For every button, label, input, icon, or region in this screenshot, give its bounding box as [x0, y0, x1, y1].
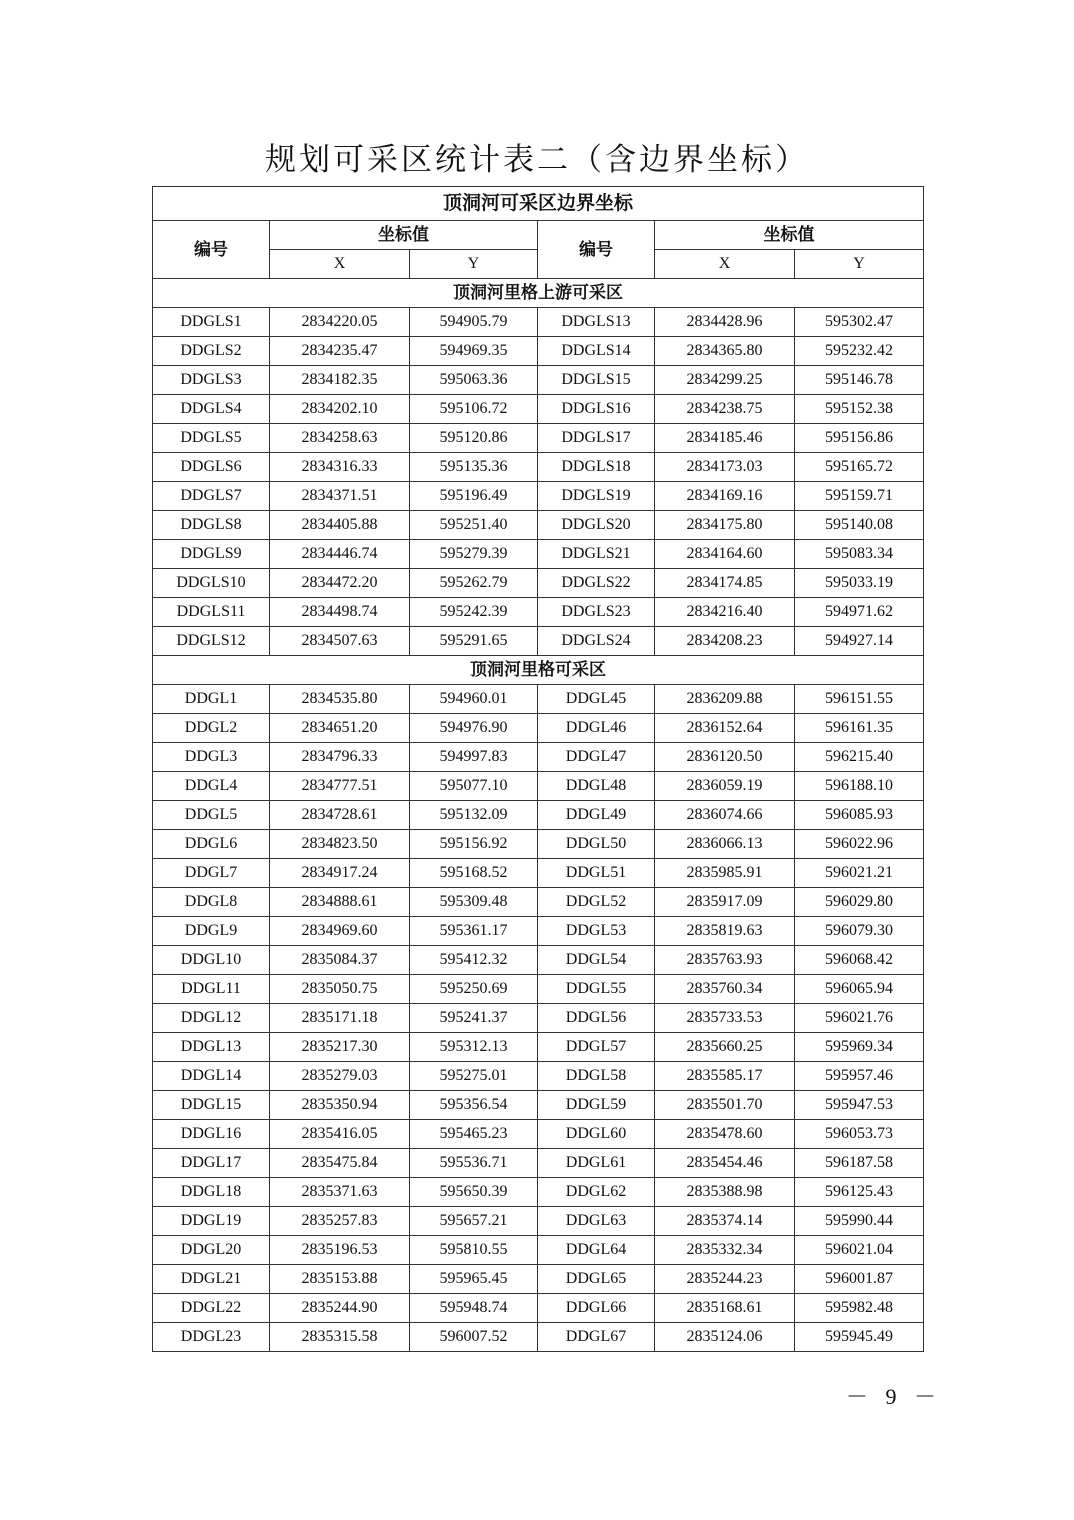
point-id-right: DDGL57: [538, 1033, 655, 1062]
y-value-left: 594976.90: [410, 714, 538, 743]
table-row: [153, 540, 924, 569]
x-value-right: 2836120.50: [655, 743, 795, 772]
point-id-right: DDGL51: [538, 859, 655, 888]
x-value-left: 2835050.75: [270, 975, 410, 1004]
table-row: [153, 511, 924, 540]
x-value-left: 2834405.88: [270, 511, 410, 540]
y-value-right: 594927.14: [795, 627, 924, 656]
table-row: [153, 569, 924, 598]
y-value-right: 596029.80: [795, 888, 924, 917]
document-title: 规划可采区统计表二（含边界坐标）: [265, 142, 809, 178]
point-id-left: DDGLS2: [153, 337, 270, 366]
x-value-right: 2835917.09: [655, 888, 795, 917]
table-row: [153, 627, 924, 656]
point-id-left: DDGL3: [153, 743, 270, 772]
x-value-left: 2834777.51: [270, 772, 410, 801]
y-value-left: 595063.36: [410, 366, 538, 395]
x-value-right: 2835124.06: [655, 1323, 795, 1352]
x-value-left: 2834371.51: [270, 482, 410, 511]
x-value-right: 2835763.93: [655, 946, 795, 975]
point-id-left: DDGLS7: [153, 482, 270, 511]
y-value-left: 595361.17: [410, 917, 538, 946]
x-value-left: 2835350.94: [270, 1091, 410, 1120]
y-value-left: 595465.23: [410, 1120, 538, 1149]
table-caption: 顶洞河可采区边界坐标: [153, 187, 924, 221]
y-value-left: 595965.45: [410, 1265, 538, 1294]
x-value-right: 2835332.34: [655, 1236, 795, 1265]
point-id-right: DDGL50: [538, 830, 655, 859]
x-value-right: 2834365.80: [655, 337, 795, 366]
point-id-left: DDGLS5: [153, 424, 270, 453]
section-header-row: [153, 656, 924, 685]
y-value-left: 594960.01: [410, 685, 538, 714]
point-id-left: DDGL11: [153, 975, 270, 1004]
point-id-left: DDGL22: [153, 1294, 270, 1323]
table-row: [153, 482, 924, 511]
point-id-right: DDGL49: [538, 801, 655, 830]
y-value-right: 596021.04: [795, 1236, 924, 1265]
point-id-left: DDGL9: [153, 917, 270, 946]
table-row: [153, 714, 924, 743]
point-id-left: DDGLS6: [153, 453, 270, 482]
y-value-left: 595262.79: [410, 569, 538, 598]
x-value-right: 2836209.88: [655, 685, 795, 714]
point-id-left: DDGLS12: [153, 627, 270, 656]
x-value-left: 2834316.33: [270, 453, 410, 482]
x-value-left: 2835244.90: [270, 1294, 410, 1323]
y-value-right: 594971.62: [795, 598, 924, 627]
point-id-left: DDGLS8: [153, 511, 270, 540]
x-value-left: 2834258.63: [270, 424, 410, 453]
x-value-left: 2835257.83: [270, 1207, 410, 1236]
y-value-left: 594997.83: [410, 743, 538, 772]
x-value-left: 2835153.88: [270, 1265, 410, 1294]
y-value-left: 595251.40: [410, 511, 538, 540]
y-value-right: 595957.46: [795, 1062, 924, 1091]
x-value-left: 2834651.20: [270, 714, 410, 743]
x-value-left: 2835084.37: [270, 946, 410, 975]
y-value-right: 595969.34: [795, 1033, 924, 1062]
column-header-id-left: 编号: [153, 221, 270, 279]
point-id-left: DDGL7: [153, 859, 270, 888]
point-id-right: DDGLS14: [538, 337, 655, 366]
table-row: [153, 1091, 924, 1120]
column-header-coord-left: 坐标值: [270, 221, 538, 250]
table-row: [153, 917, 924, 946]
point-id-right: DDGLS21: [538, 540, 655, 569]
x-value-left: 2834728.61: [270, 801, 410, 830]
point-id-right: DDGL58: [538, 1062, 655, 1091]
y-value-left: 595132.09: [410, 801, 538, 830]
point-id-right: DDGLS13: [538, 308, 655, 337]
point-id-left: DDGL16: [153, 1120, 270, 1149]
y-value-right: 595083.34: [795, 540, 924, 569]
point-id-right: DDGL55: [538, 975, 655, 1004]
y-value-right: 596215.40: [795, 743, 924, 772]
point-id-left: DDGL8: [153, 888, 270, 917]
point-id-left: DDGLS9: [153, 540, 270, 569]
table-row: [153, 888, 924, 917]
y-value-left: 595312.13: [410, 1033, 538, 1062]
x-value-right: 2834174.85: [655, 569, 795, 598]
point-id-right: DDGL45: [538, 685, 655, 714]
table-row: [153, 859, 924, 888]
x-value-right: 2834173.03: [655, 453, 795, 482]
x-value-right: 2834299.25: [655, 366, 795, 395]
x-value-left: 2834446.74: [270, 540, 410, 569]
y-value-right: 595990.44: [795, 1207, 924, 1236]
table-row: [153, 685, 924, 714]
x-value-left: 2834235.47: [270, 337, 410, 366]
y-value-right: 596085.93: [795, 801, 924, 830]
y-value-right: 596187.58: [795, 1149, 924, 1178]
y-value-right: 595159.71: [795, 482, 924, 511]
point-id-left: DDGL5: [153, 801, 270, 830]
point-id-left: DDGL20: [153, 1236, 270, 1265]
x-value-left: 2834823.50: [270, 830, 410, 859]
point-id-right: DDGL48: [538, 772, 655, 801]
point-id-right: DDGL61: [538, 1149, 655, 1178]
point-id-left: DDGLS10: [153, 569, 270, 598]
point-id-right: DDGL60: [538, 1120, 655, 1149]
y-value-right: 596151.55: [795, 685, 924, 714]
point-id-left: DDGL23: [153, 1323, 270, 1352]
y-value-left: 595156.92: [410, 830, 538, 859]
y-value-right: 595302.47: [795, 308, 924, 337]
x-value-left: 2834498.74: [270, 598, 410, 627]
table-header: [153, 187, 924, 279]
y-value-left: 595275.01: [410, 1062, 538, 1091]
y-value-left: 595196.49: [410, 482, 538, 511]
point-id-right: DDGLS20: [538, 511, 655, 540]
x-value-right: 2834175.80: [655, 511, 795, 540]
y-value-left: 595309.48: [410, 888, 538, 917]
y-value-right: 596001.87: [795, 1265, 924, 1294]
y-value-right: 596022.96: [795, 830, 924, 859]
point-id-left: DDGLS1: [153, 308, 270, 337]
x-value-right: 2836059.19: [655, 772, 795, 801]
table-row: [153, 801, 924, 830]
point-id-left: DDGLS4: [153, 395, 270, 424]
table-row: [153, 453, 924, 482]
y-value-right: 595947.53: [795, 1091, 924, 1120]
point-id-left: DDGL1: [153, 685, 270, 714]
point-id-left: DDGL6: [153, 830, 270, 859]
point-id-right: DDGLS19: [538, 482, 655, 511]
point-id-right: DDGL65: [538, 1265, 655, 1294]
y-value-left: 595250.69: [410, 975, 538, 1004]
x-value-left: 2834888.61: [270, 888, 410, 917]
y-value-right: 595165.72: [795, 453, 924, 482]
point-id-right: DDGL63: [538, 1207, 655, 1236]
point-id-right: DDGL66: [538, 1294, 655, 1323]
table-row: [153, 424, 924, 453]
table-row: [153, 598, 924, 627]
point-id-left: DDGL18: [153, 1178, 270, 1207]
x-value-right: 2834185.46: [655, 424, 795, 453]
y-value-left: 595241.37: [410, 1004, 538, 1033]
point-id-left: DDGL13: [153, 1033, 270, 1062]
y-value-right: 596068.42: [795, 946, 924, 975]
table-row: [153, 743, 924, 772]
x-value-left: 2835475.84: [270, 1149, 410, 1178]
table-row: [153, 1294, 924, 1323]
table-row: [153, 830, 924, 859]
y-value-right: 595146.78: [795, 366, 924, 395]
table-row: [153, 1236, 924, 1265]
y-value-right: 595982.48: [795, 1294, 924, 1323]
y-value-left: 595412.32: [410, 946, 538, 975]
x-value-right: 2836066.13: [655, 830, 795, 859]
y-value-left: 595077.10: [410, 772, 538, 801]
point-id-right: DDGL47: [538, 743, 655, 772]
x-value-right: 2835660.25: [655, 1033, 795, 1062]
y-value-left: 595536.71: [410, 1149, 538, 1178]
column-header-y-left: Y: [410, 250, 538, 279]
y-value-right: 596188.10: [795, 772, 924, 801]
y-value-right: 596053.73: [795, 1120, 924, 1149]
y-value-left: 595106.72: [410, 395, 538, 424]
point-id-right: DDGLS22: [538, 569, 655, 598]
point-id-right: DDGLS23: [538, 598, 655, 627]
x-value-left: 2834220.05: [270, 308, 410, 337]
table-row: [153, 1323, 924, 1352]
section-title: 顶洞河里格上游可采区: [153, 279, 924, 308]
table-row: [153, 1120, 924, 1149]
x-value-left: 2834182.35: [270, 366, 410, 395]
y-value-right: 596021.21: [795, 859, 924, 888]
point-id-left: DDGLS11: [153, 598, 270, 627]
point-id-right: DDGL46: [538, 714, 655, 743]
x-value-left: 2834796.33: [270, 743, 410, 772]
point-id-right: DDGL52: [538, 888, 655, 917]
column-header-x-left: X: [270, 250, 410, 279]
x-value-right: 2834238.75: [655, 395, 795, 424]
table-row: [153, 1033, 924, 1062]
column-header-x-right: X: [655, 250, 795, 279]
y-value-right: 595152.38: [795, 395, 924, 424]
x-value-right: 2835760.34: [655, 975, 795, 1004]
y-value-left: 595291.65: [410, 627, 538, 656]
y-value-left: 595356.54: [410, 1091, 538, 1120]
column-header-id-right: 编号: [538, 221, 655, 279]
y-value-right: 595945.49: [795, 1323, 924, 1352]
table-row: [153, 1178, 924, 1207]
x-value-right: 2834428.96: [655, 308, 795, 337]
x-value-right: 2835244.23: [655, 1265, 795, 1294]
table-row: [153, 1062, 924, 1091]
x-value-right: 2835168.61: [655, 1294, 795, 1323]
table-body: [153, 279, 924, 1352]
x-value-right: 2835585.17: [655, 1062, 795, 1091]
x-value-left: 2834969.60: [270, 917, 410, 946]
x-value-left: 2834507.63: [270, 627, 410, 656]
point-id-left: DDGL17: [153, 1149, 270, 1178]
table-row: [153, 337, 924, 366]
y-value-left: 595810.55: [410, 1236, 538, 1265]
x-value-left: 2835315.58: [270, 1323, 410, 1352]
point-id-left: DDGL21: [153, 1265, 270, 1294]
x-value-left: 2835171.18: [270, 1004, 410, 1033]
x-value-right: 2834216.40: [655, 598, 795, 627]
x-value-left: 2834202.10: [270, 395, 410, 424]
table-row: [153, 946, 924, 975]
x-value-right: 2834169.16: [655, 482, 795, 511]
y-value-left: 595657.21: [410, 1207, 538, 1236]
column-header-coord-right: 坐标值: [655, 221, 924, 250]
x-value-left: 2835371.63: [270, 1178, 410, 1207]
table-row: [153, 1149, 924, 1178]
x-value-right: 2835501.70: [655, 1091, 795, 1120]
y-value-right: 596065.94: [795, 975, 924, 1004]
y-value-left: 595135.36: [410, 453, 538, 482]
x-value-left: 2835279.03: [270, 1062, 410, 1091]
section-title: 顶洞河里格可采区: [153, 656, 924, 685]
point-id-left: DDGL12: [153, 1004, 270, 1033]
table-row: [153, 975, 924, 1004]
x-value-left: 2835416.05: [270, 1120, 410, 1149]
y-value-left: 595120.86: [410, 424, 538, 453]
x-value-right: 2835985.91: [655, 859, 795, 888]
x-value-right: 2835478.60: [655, 1120, 795, 1149]
table-row: [153, 772, 924, 801]
x-value-left: 2834917.24: [270, 859, 410, 888]
point-id-right: DDGL56: [538, 1004, 655, 1033]
y-value-right: 595232.42: [795, 337, 924, 366]
x-value-right: 2836152.64: [655, 714, 795, 743]
y-value-left: 595242.39: [410, 598, 538, 627]
table-row: [153, 395, 924, 424]
x-value-left: 2834472.20: [270, 569, 410, 598]
section-header-row: [153, 279, 924, 308]
point-id-left: DDGL10: [153, 946, 270, 975]
y-value-left: 595168.52: [410, 859, 538, 888]
point-id-right: DDGLS18: [538, 453, 655, 482]
y-value-right: 595156.86: [795, 424, 924, 453]
point-id-right: DDGL64: [538, 1236, 655, 1265]
point-id-left: DDGL2: [153, 714, 270, 743]
point-id-right: DDGLS16: [538, 395, 655, 424]
table-row: [153, 1265, 924, 1294]
y-value-right: 596079.30: [795, 917, 924, 946]
y-value-left: 594969.35: [410, 337, 538, 366]
x-value-right: 2835388.98: [655, 1178, 795, 1207]
y-value-right: 595140.08: [795, 511, 924, 540]
table-row: [153, 366, 924, 395]
point-id-right: DDGL54: [538, 946, 655, 975]
x-value-right: 2834164.60: [655, 540, 795, 569]
y-value-left: 596007.52: [410, 1323, 538, 1352]
y-value-left: 594905.79: [410, 308, 538, 337]
y-value-right: 596125.43: [795, 1178, 924, 1207]
y-value-left: 595948.74: [410, 1294, 538, 1323]
x-value-right: 2835374.14: [655, 1207, 795, 1236]
table-row: [153, 308, 924, 337]
y-value-right: 595033.19: [795, 569, 924, 598]
page-number: － 9 －: [846, 1384, 943, 1409]
table-row: [153, 1004, 924, 1033]
point-id-left: DDGL14: [153, 1062, 270, 1091]
y-value-left: 595650.39: [410, 1178, 538, 1207]
x-value-right: 2835454.46: [655, 1149, 795, 1178]
point-id-left: DDGL15: [153, 1091, 270, 1120]
x-value-left: 2835217.30: [270, 1033, 410, 1062]
point-id-right: DDGLS24: [538, 627, 655, 656]
column-header-y-right: Y: [795, 250, 924, 279]
y-value-left: 595279.39: [410, 540, 538, 569]
x-value-right: 2836074.66: [655, 801, 795, 830]
point-id-right: DDGLS17: [538, 424, 655, 453]
coordinate-table: [152, 186, 924, 1352]
x-value-left: 2835196.53: [270, 1236, 410, 1265]
x-value-right: 2835819.63: [655, 917, 795, 946]
point-id-right: DDGL59: [538, 1091, 655, 1120]
y-value-right: 596021.76: [795, 1004, 924, 1033]
point-id-right: DDGLS15: [538, 366, 655, 395]
point-id-left: DDGL19: [153, 1207, 270, 1236]
point-id-right: DDGL67: [538, 1323, 655, 1352]
x-value-right: 2834208.23: [655, 627, 795, 656]
table-row: [153, 1207, 924, 1236]
x-value-right: 2835733.53: [655, 1004, 795, 1033]
y-value-right: 596161.35: [795, 714, 924, 743]
point-id-right: DDGL62: [538, 1178, 655, 1207]
x-value-left: 2834535.80: [270, 685, 410, 714]
point-id-right: DDGL53: [538, 917, 655, 946]
point-id-left: DDGLS3: [153, 366, 270, 395]
point-id-left: DDGL4: [153, 772, 270, 801]
